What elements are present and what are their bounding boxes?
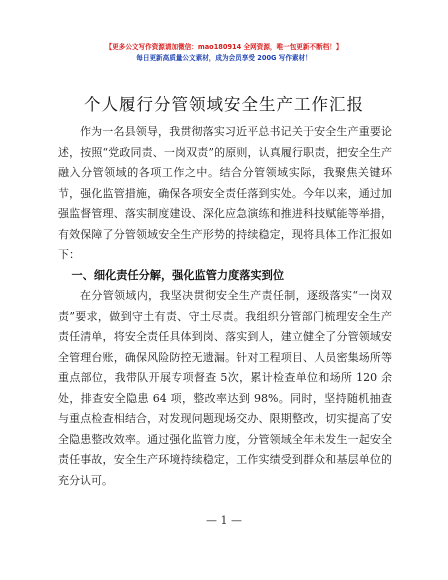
promo-line-1: 【更多公文写作资源请加微信：mao180914 全网资源，唯一包更新不断档！】 xyxy=(105,43,343,51)
section-1-paragraph: 在分管领域内，我坚决贯彻安全生产责任制，逐级落实“一岗双责”要求，做到守土有责、守土尽责。我组织分管部门梳理安全生产责任清单，将安全责任具体到岗、落实到人，建立健全了分管领域安全管理台账，确保风险防控无遗漏。针对工程项目、人员密集场所等重点部位，我带队开展专项督查 5次，累计检查单位和场所 120 余处，排查安全隐患 64 项，整改率达到 98%。同时，坚持随机抽查与重点检查相结合，对发现问题现场交办、限期整改，切实提高了安全隐患整改效率。通过强化监管力度，分管领域全年未发生一起安全责任事故，安全生产环境持续稳定，工作实绩受到群众和基层单位的充分认可。 xyxy=(58,289,392,487)
promo-line-2: 每日更新高质量公文素材，成为会员享受 200G 写作素材！ xyxy=(136,54,312,62)
section-heading-1: 一、细化责任分解，强化监管力度落实到位 xyxy=(71,268,285,282)
page-number: — 1 — xyxy=(206,514,242,527)
document-body xyxy=(58,122,392,491)
intro-paragraph: 作为一名县领导，我贯彻落实习近平总书记关于安全生产重要论述，按照“党政同责、一岗双责”的原则，认真履行职责，把安全生产融入分管领域的各项工作之中。结合分管领域实际，我聚焦关键环节，强化监管措施，确保各项安全责任落到实处。今年以来，通过加强监督管理、落实制度建设、深化应急演练和推进科技赋能等举措，有效保障了分管领域安全生产形势的持续稳定，现将具体工作汇报如下： xyxy=(58,125,392,261)
promo-banner xyxy=(0,42,448,64)
document-title: 个人履行分管领域安全生产工作汇报 xyxy=(84,95,364,114)
